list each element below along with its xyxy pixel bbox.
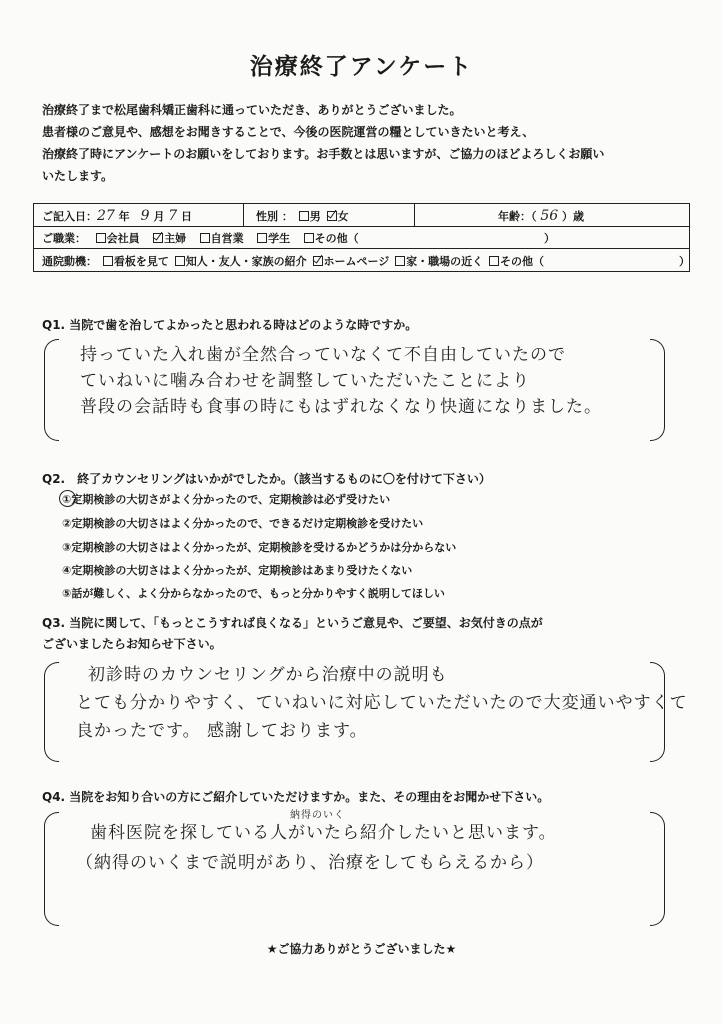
q2-option[interactable]: ②定期検診の大切さはよく分かったので、できるだけ定期検診を受けたい	[62, 517, 424, 530]
gender-label: 性別 ：	[256, 210, 293, 223]
q3-question-line1: Q3. 当院に関して、「もっとこうすれば良くなる」というご意見や、ご要望、お気付きの点が	[42, 616, 543, 630]
footer-thanks: ★ご協力ありがとうございました★	[266, 942, 457, 956]
occupation-checkbox[interactable]	[304, 233, 314, 243]
motive-checkbox-checked[interactable]	[313, 256, 323, 266]
date-field[interactable]	[42, 208, 192, 224]
q3-question-line2: ございましたらお知らせ下さい。	[42, 637, 222, 651]
info-row-motive	[34, 249, 689, 271]
motive-checkbox[interactable]	[395, 256, 405, 266]
age-field[interactable]	[498, 208, 584, 224]
occupation-field	[42, 230, 359, 246]
age-label: 年齢：（	[498, 210, 537, 223]
month-unit: 月	[153, 210, 165, 223]
intro-line: いたします。	[42, 169, 114, 183]
age-value: 56	[540, 208, 559, 224]
date-label: ご記入日：	[42, 210, 97, 223]
intro-line: 治療終了まで松尾歯科矯正歯科に通っていただき、ありがとうございました。	[42, 103, 462, 117]
motive-label: 通院動機：	[42, 255, 97, 268]
male-label: 男	[309, 210, 321, 223]
divider	[414, 204, 415, 226]
q4-insert-note: 納得のいく	[290, 810, 345, 821]
q2-option[interactable]: ①定期検診の大切さがよく分かったので、定期検診は必ず受けたい	[62, 493, 391, 506]
day-unit: 日	[181, 210, 193, 223]
divider	[243, 204, 244, 226]
q4-left-bracket	[44, 812, 59, 926]
occupation-option-label: 学生	[268, 232, 291, 245]
occupation-option-label: 会社員	[106, 232, 140, 245]
info-row-date	[34, 204, 689, 227]
q3-answer-line: 初診時のカウンセリングから治療中の説明も	[88, 665, 448, 685]
occupation-option-label: 自営業	[210, 232, 244, 245]
page-title: 治療終了アンケート	[249, 54, 474, 80]
occupation-option-label: 主婦	[164, 232, 187, 245]
q3-left-bracket	[44, 662, 59, 762]
occupation-option-label: その他（	[314, 232, 359, 245]
occupation-checkbox[interactable]	[200, 233, 210, 243]
q2-option[interactable]: ③定期検診の大切さはよく分かったが、定期検診を受けるかどうかは分からない	[62, 541, 457, 554]
female-checkbox-checked[interactable]	[327, 211, 337, 221]
intro-text	[42, 99, 692, 187]
occupation-checkbox-checked[interactable]	[153, 233, 163, 243]
q3-answer-line: とても分かりやすく、ていねいに対応していただいたので大変通いやすくて	[76, 693, 688, 713]
intro-line: 治療終了時にアンケートのお願いをしております。お手数とは思いますが、ご協力のほどよろしくお願い	[42, 147, 605, 161]
female-label: 女	[337, 210, 349, 223]
male-checkbox[interactable]	[299, 211, 309, 221]
date-year-value: 27	[97, 208, 115, 224]
year-unit: 年	[118, 210, 130, 223]
q3-answer-line: 良かったです。 感謝しております。	[76, 721, 368, 741]
motive-option-label: 家・職場の近く	[406, 255, 484, 268]
q1-answer-line: ていねいに噛み合わせを調整していただいたことにより	[80, 371, 530, 391]
motive-close-paren: ）	[679, 255, 690, 268]
q2-question: Q2. 終了カウンセリングはいかがでしたか。（該当するものに〇を付けて下さい）	[42, 472, 491, 486]
motive-field	[42, 253, 544, 269]
motive-option-label: ホームページ	[323, 255, 390, 268]
q4-answer-line: 歯科医院を探している人がいたら紹介したいと思います。	[90, 823, 557, 843]
motive-option-label: 知人・友人・家族の紹介	[185, 255, 307, 268]
motive-option-label: その他（	[500, 255, 544, 268]
q1-right-bracket	[650, 339, 665, 441]
info-row-occupation	[34, 226, 689, 249]
intro-line: 患者様のご意見や、感想をお聞きすることで、今後の医院運営の糧としていきたいと考え、	[42, 125, 535, 139]
motive-option-label: 看板を見て	[113, 255, 169, 268]
date-day-value: 7	[168, 208, 178, 224]
occupation-checkbox[interactable]	[96, 233, 106, 243]
q1-question: Q1. 当院で歯を治してよかったと思われる時はどのような時ですか。	[42, 318, 418, 332]
patient-info-table	[33, 203, 690, 272]
date-month-value: 9	[140, 208, 150, 224]
q4-answer-line: （納得のいくまで説明があり、治療をしてもらえるから）	[76, 853, 544, 873]
occupation-checkbox[interactable]	[257, 233, 267, 243]
age-unit: ）歳	[562, 210, 585, 223]
gender-field	[256, 208, 349, 224]
q4-question: Q4. 当院をお知り合いの方にご紹介していただけますか。また、その理由をお聞かせ下さい。	[42, 790, 550, 804]
q2-option[interactable]: ④定期検診の大切さはよく分かったが、定期検診はあまり受けたくない	[62, 564, 413, 577]
motive-checkbox[interactable]	[489, 256, 499, 266]
motive-checkbox[interactable]	[103, 256, 113, 266]
occupation-close-paren: ）	[544, 232, 555, 245]
q4-right-bracket	[650, 812, 665, 926]
motive-checkbox[interactable]	[175, 256, 185, 266]
q2-option[interactable]: ⑤話が難しく、よく分からなかったので、もっと分かりやすく説明してほしい	[62, 587, 445, 600]
q1-left-bracket	[44, 339, 59, 441]
q1-answer-line: 普段の会話時も食事の時にもはずれなくなり快適になりました。	[80, 397, 602, 417]
occupation-label: ご職業：	[42, 232, 86, 245]
q1-answer-line: 持っていた入れ歯が全然合っていなくて不自由していたので	[80, 345, 566, 365]
